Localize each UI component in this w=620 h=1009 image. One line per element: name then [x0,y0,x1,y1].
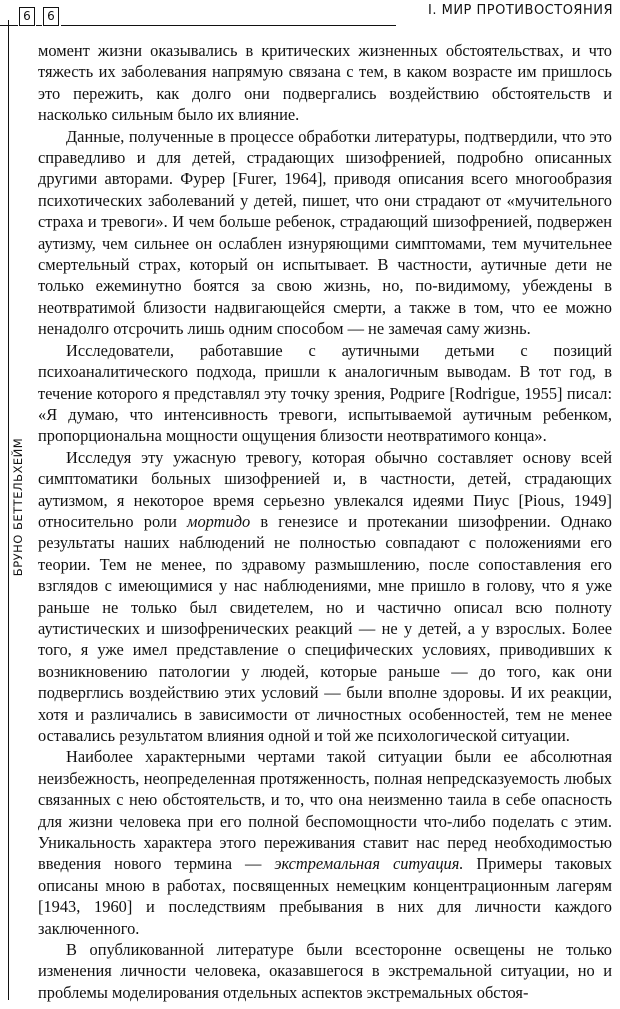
paragraph-2: Данные, полученные в процессе обработки литературы, подтвердили, что это справедливо и для детей, страдающих шизофренией, подробно описанных другими авторами. Фурер [Furer, 1964], приводя описания всего многообразия психотических заболеваний у детей, пишет, что они страдают от «мучительного страха и тревоги». И чем больше ребенок, страдающий шизофренией, подвержен аутизму, чем сильнее он ослаблен изнуряющими симптомами, тем мучительнее смертельный страх, который он испытывает. В частности, аутичные дети не только ежеминутно боятся за свою жизнь, но, по-видимому, убеждены в неотвратимой близости надвигающейся смерти, а также в том, что ее можно ненадолго отсрочить лишь одним способом — не замечая саму жизнь. [38,126,612,339]
page-number-digit-1: 6 [19,7,35,26]
header-rule-right [61,25,396,26]
paragraph-3: Исследователи, работавшие с аутичными детьми с позиций психоаналитического подхода, пришли к аналогичным выводам. В тот год, в течение которого я представлял эту точку зрения, Родриге [Rodrigue, 1955] писал: «Я думаю, что интенсивность тревоги, испытываемой аутичным ребенком, пропорциональна мощности ощущения близости неотвратимого конца». [38,340,612,446]
author-sidebar: БРУНО БЕТТЕЛЬХЕЙМ [11,377,25,637]
paragraph-5 [38,746,612,939]
body-text [38,40,612,1003]
mortido-term: мортидо [187,511,251,531]
page-number-digit-2: 6 [43,7,59,26]
running-title: I. МИР ПРОТИВОСТОЯНИЯ [428,3,613,18]
paragraph-6: В опубликованной литературе были всесторонне освещены не только изменения личности человека, оказавшегося в экстремальной ситуации, но и проблемы моделирования отдельных аспектов экстремальных обстоя- [38,940,612,1002]
paragraph-4 [38,447,612,747]
margin-rule [8,20,9,1000]
paragraph-4-part-2: в генезисе и протекании шизофрении. Однако результаты наших наблюдений не полностью совпадают с положениями его теории. Тем не менее, по здравому размышлению, после сопоставления его взглядов с имеющимися у нас наблюдениями, мне пришло в голову, что я уже раньше не только был свидетелем, но и частично описал всю полноту аутистических и шизофренических реакций — не у детей, а у взрослых. Более того, я уже имел представление о специфических условиях, приводивших к возникновению патологии у людей, которые раньше — до того, как они подверглись воздействию этих условий — были вполне здоровы. И их реакции, хотя и различались в зависимости от личностных особенностей, тем не менее оставались результатом влияния одной и той же психологической ситуации. [38,511,612,745]
paragraph-5-part-1: Наиболее характерными чертами такой ситуации были ее абсолютная неизбежность, неопределенная протяженность, полная непредсказуемость любых связанных с нею обстоятельств, и то, что она неизменно таила в себе опасность для жизни человека при его полной беспомощности что-либо поделать с этим. Уникальность характера этого переживания ставит нас перед необходимостью введения нового термина — [38,747,612,874]
paragraph-1: момент жизни оказывались в критических жизненных обстоятельствах, и что тяжесть их заболевания напрямую связана с тем, в каком возрасте им пришлось это пережить, как долго они подвергались воздействию обстоятельств и насколько сильным было их влияние. [38,41,612,125]
page-header [0,0,620,30]
header-rule-mid [36,25,42,26]
extreme-situation-term: экстремальная ситуация. [274,854,464,874]
paragraph-4-part-1: Исследуя эту ужасную тревогу, которая обычно составляет основу всей симптоматики больных шизофренией и, в частности, детей, страдающих аутизмом, я некоторое время серьезно увлекался идеями Пиус [Pious, 1949] относительно роли [38,447,612,531]
paragraph-5-part-2: Примеры таковых описаны мною в работах, посвященных немецким концентрационным лагерям [1943, 1960] и последствиям пребывания в них для личности каждого заключенного. [38,854,612,938]
